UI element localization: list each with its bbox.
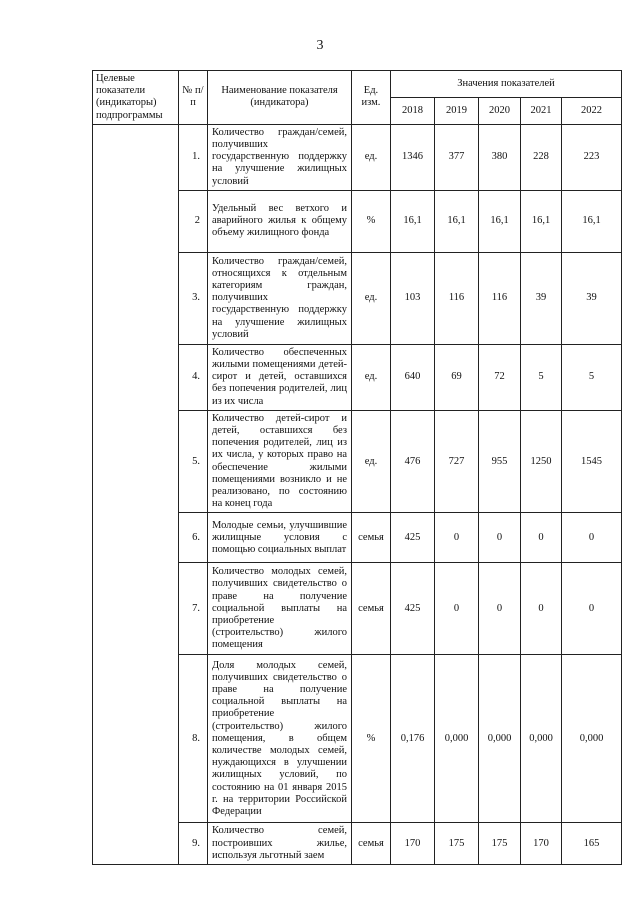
row-number: 3. bbox=[179, 252, 208, 344]
indicator-value: 0 bbox=[521, 513, 562, 563]
indicator-value: 116 bbox=[479, 252, 521, 344]
row-number: 9. bbox=[179, 823, 208, 865]
indicator-value: 0 bbox=[479, 563, 521, 655]
row-number: 4. bbox=[179, 344, 208, 410]
indicator-name: Количество семей, построивших жилье, используя льготный заем bbox=[208, 823, 352, 865]
indicator-name: Количество граждан/семей, относящихся к отдельным категориям граждан, получивших государственную поддержку на улучшение жилищных условий bbox=[208, 252, 352, 344]
page-number: 3 bbox=[316, 38, 324, 53]
indicator-unit: ед. bbox=[352, 252, 391, 344]
indicator-value: 0,176 bbox=[391, 655, 435, 823]
indicator-unit: ед. bbox=[352, 124, 391, 190]
goal-cell bbox=[93, 124, 179, 864]
indicator-value: 5 bbox=[521, 344, 562, 410]
indicator-value: 165 bbox=[562, 823, 622, 865]
year-header: 2019 bbox=[435, 98, 479, 124]
year-header: 2018 bbox=[391, 98, 435, 124]
indicator-value: 0,000 bbox=[435, 655, 479, 823]
indicator-name: Количество обеспеченных жилыми помещениями детей-сирот и детей, оставшихся без попечения родителей, лиц из их числа bbox=[208, 344, 352, 410]
indicator-value: 16,1 bbox=[391, 190, 435, 252]
indicator-name: Удельный вес ветхого и аварийного жилья к общему объему жилищного фонда bbox=[208, 190, 352, 252]
indicator-value: 39 bbox=[562, 252, 622, 344]
indicator-value: 170 bbox=[391, 823, 435, 865]
indicator-value: 103 bbox=[391, 252, 435, 344]
year-header: 2022 bbox=[562, 98, 622, 124]
indicator-value: 175 bbox=[435, 823, 479, 865]
indicator-value: 425 bbox=[391, 563, 435, 655]
indicator-value: 72 bbox=[479, 344, 521, 410]
year-header: 2020 bbox=[479, 98, 521, 124]
indicator-value: 0 bbox=[562, 563, 622, 655]
indicator-unit: % bbox=[352, 190, 391, 252]
row-number: 5. bbox=[179, 410, 208, 513]
indicator-value: 377 bbox=[435, 124, 479, 190]
indicator-value: 0,000 bbox=[479, 655, 521, 823]
indicator-value: 955 bbox=[479, 410, 521, 513]
indicator-value: 16,1 bbox=[435, 190, 479, 252]
goal-header: Целевые показатели (индикаторы) подпрограммы bbox=[93, 71, 179, 125]
indicator-unit: семья bbox=[352, 823, 391, 865]
row-number: 8. bbox=[179, 655, 208, 823]
indicator-value: 175 bbox=[479, 823, 521, 865]
row-number: 6. bbox=[179, 513, 208, 563]
indicator-name: Количество молодых семей, получивших свидетельство о праве на получение социальной выплаты на приобретение (строительство) жилого помещения bbox=[208, 563, 352, 655]
indicator-unit: ед. bbox=[352, 410, 391, 513]
indicator-value: 0,000 bbox=[562, 655, 622, 823]
indicators-table bbox=[92, 70, 622, 865]
indicator-unit: семья bbox=[352, 563, 391, 655]
indicator-value: 16,1 bbox=[562, 190, 622, 252]
num-header: № п/п bbox=[179, 71, 208, 125]
indicator-value: 116 bbox=[435, 252, 479, 344]
indicator-value: 228 bbox=[521, 124, 562, 190]
table-row bbox=[93, 124, 622, 190]
indicator-value: 1346 bbox=[391, 124, 435, 190]
indicator-name: Количество детей-сирот и детей, оставшихся без попечения родителей, лиц из их числа, у которых право на обеспечение жилыми помещениями возникло и не реализовано, по состоянию на конец года bbox=[208, 410, 352, 513]
indicator-value: 425 bbox=[391, 513, 435, 563]
indicator-value: 69 bbox=[435, 344, 479, 410]
row-number: 2 bbox=[179, 190, 208, 252]
indicator-value: 1545 bbox=[562, 410, 622, 513]
indicator-value: 380 bbox=[479, 124, 521, 190]
indicator-name: Количество граждан/семей, получивших государственную поддержку на улучшение жилищных условий bbox=[208, 124, 352, 190]
row-number: 1. bbox=[179, 124, 208, 190]
row-number: 7. bbox=[179, 563, 208, 655]
indicator-name: Молодые семьи, улучшившие жилищные условия с помощью социальных выплат bbox=[208, 513, 352, 563]
indicator-value: 0,000 bbox=[521, 655, 562, 823]
indicator-value: 0 bbox=[479, 513, 521, 563]
indicator-value: 0 bbox=[521, 563, 562, 655]
indicator-unit: % bbox=[352, 655, 391, 823]
indicator-unit: семья bbox=[352, 513, 391, 563]
values-header: Значения показателей bbox=[391, 71, 622, 98]
indicator-value: 1250 bbox=[521, 410, 562, 513]
indicator-value: 727 bbox=[435, 410, 479, 513]
indicator-value: 16,1 bbox=[521, 190, 562, 252]
indicator-value: 0 bbox=[562, 513, 622, 563]
unit-header: Ед. изм. bbox=[352, 71, 391, 125]
indicator-value: 223 bbox=[562, 124, 622, 190]
indicator-value: 640 bbox=[391, 344, 435, 410]
indicator-value: 0 bbox=[435, 513, 479, 563]
indicator-value: 0 bbox=[435, 563, 479, 655]
indicator-value: 5 bbox=[562, 344, 622, 410]
indicator-name: Доля молодых семей, получивших свидетельство о праве на получение социальной выплаты на приобретение (строительство) жилого помещения, в общем количестве молодых семей, нуждающихся в улучшении жилищных условий, по состоянию на 01 января 2015 г. на территории Российской Федерации bbox=[208, 655, 352, 823]
name-header: Наименование показателя (индикатора) bbox=[208, 71, 352, 125]
indicator-value: 170 bbox=[521, 823, 562, 865]
year-header: 2021 bbox=[521, 98, 562, 124]
indicator-unit: ед. bbox=[352, 344, 391, 410]
indicator-value: 476 bbox=[391, 410, 435, 513]
indicator-value: 39 bbox=[521, 252, 562, 344]
indicator-value: 16,1 bbox=[479, 190, 521, 252]
